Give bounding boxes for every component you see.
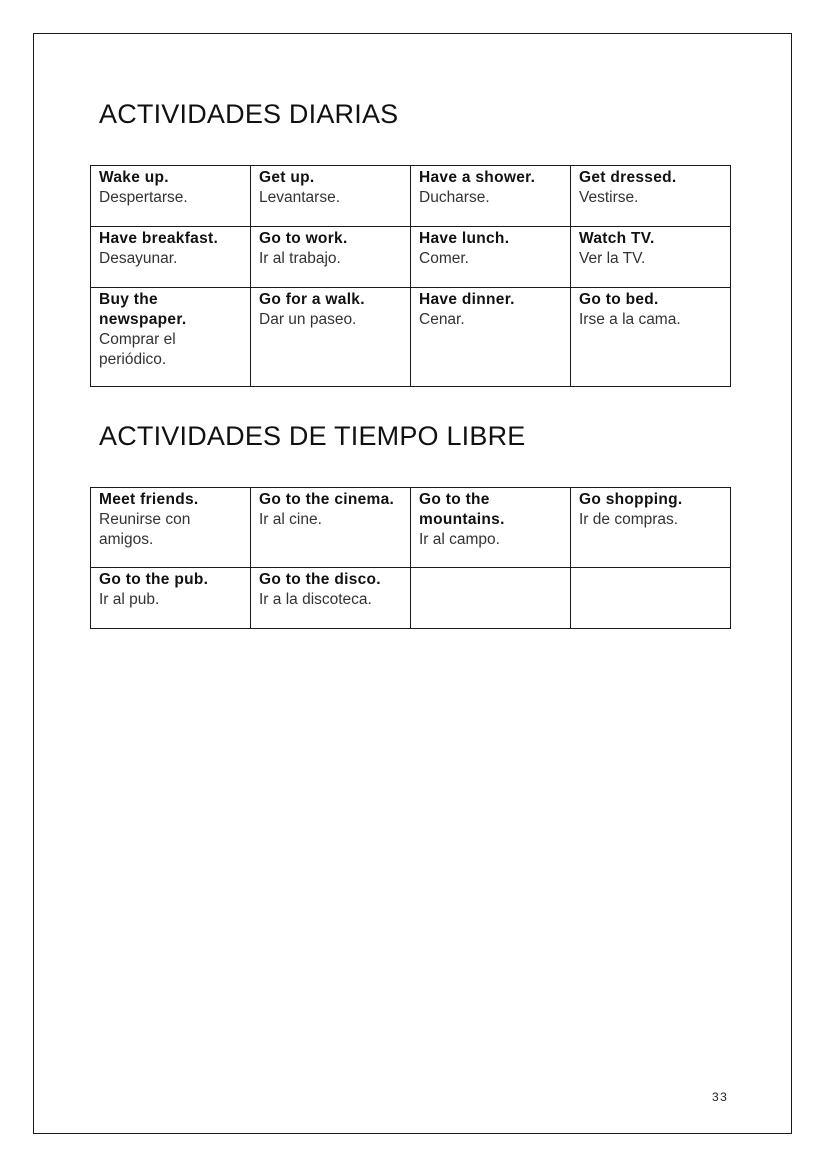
english-phrase: Have a shower. [419,169,536,186]
table-row [91,166,731,227]
vocab-cell [411,488,571,568]
english-phrase: Buy the newspaper. [99,291,187,328]
vocab-cell [251,568,411,629]
spanish-translation: Ir de compras. [579,511,679,528]
english-phrase: Have dinner. [419,291,515,308]
spanish-translation: Desayunar. [99,250,178,267]
english-phrase: Get dressed. [579,169,677,186]
spanish-translation: Ir al campo. [419,531,500,548]
vocab-cell [91,288,251,387]
spanish-translation: Comer. [419,250,469,267]
table-row [91,568,731,629]
english-phrase: Have breakfast. [99,230,219,247]
english-phrase: Have lunch. [419,230,510,247]
vocab-cell [91,166,251,227]
vocab-cell [91,568,251,629]
vocab-cell [571,227,731,288]
vocab-cell [251,288,411,387]
spanish-translation: Ir a la discoteca. [259,591,372,608]
english-phrase: Go to the mountains. [419,491,505,528]
spanish-translation: Ir al trabajo. [259,250,341,267]
english-phrase: Get up. [259,169,315,186]
vocab-cell [91,227,251,288]
empty-cell [571,568,731,629]
vocab-cell [251,488,411,568]
vocab-cell [251,166,411,227]
spanish-translation: Vestirse. [579,189,639,206]
table-actividades-diarias [90,165,731,387]
empty-cell [411,568,571,629]
vocab-cell [411,166,571,227]
vocab-cell [251,227,411,288]
vocab-cell [571,288,731,387]
english-phrase: Meet friends. [99,491,199,508]
spanish-translation: Ducharse. [419,189,490,206]
spanish-translation: Ver la TV. [579,250,646,267]
table-row [91,227,731,288]
english-phrase: Go to the cinema. [259,491,395,508]
english-phrase: Go to the disco. [259,571,381,588]
spanish-translation: Dar un paseo. [259,311,357,328]
spanish-translation: Ir al pub. [99,591,160,608]
vocab-cell [571,166,731,227]
vocab-cell [571,488,731,568]
spanish-translation: Despertarse. [99,189,188,206]
english-phrase: Go to the pub. [99,571,209,588]
table-row [91,488,731,568]
spanish-translation: Ir al cine. [259,511,322,528]
table-actividades-tiempo-libre [90,487,731,629]
english-phrase: Go for a walk. [259,291,365,308]
english-phrase: Go shopping. [579,491,683,508]
section-title-actividades-diarias: ACTIVIDADES DIARIAS [99,99,399,129]
english-phrase: Go to bed. [579,291,659,308]
english-phrase: Go to work. [259,230,348,247]
section-title-actividades-tiempo-libre: ACTIVIDADES DE TIEMPO LIBRE [99,421,526,451]
vocab-cell [411,227,571,288]
table-row [91,288,731,387]
english-phrase: Watch TV. [579,230,655,247]
english-phrase: Wake up. [99,169,169,186]
spanish-translation: Comprar el periódico. [99,331,176,368]
spanish-translation: Reunirse con amigos. [99,511,191,548]
spanish-translation: Cenar. [419,311,465,328]
spanish-translation: Levantarse. [259,189,340,206]
page-number: 33 [712,1090,729,1104]
spanish-translation: Irse a la cama. [579,311,681,328]
vocab-cell [91,488,251,568]
vocab-cell [411,288,571,387]
